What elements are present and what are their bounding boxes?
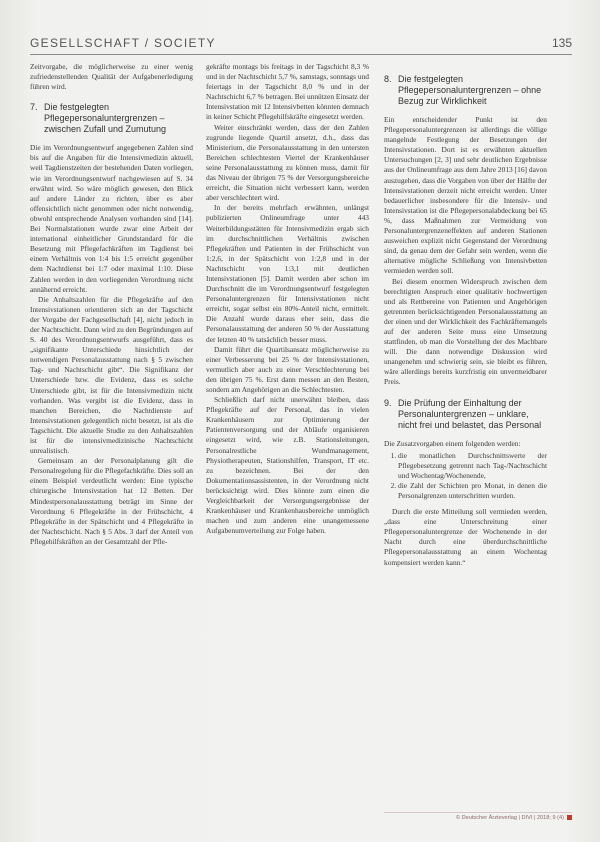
- section-heading-7: [30, 102, 193, 135]
- paragraph: Weiter einschränkt werden, dass der den Zahlen zugrunde liegende Quartil ansetzt, d.h., dass das Ministerium, die Personalausstattung in den untersten Bereichen schlechtesten Viertel der Krankenhäuser seine Personalausstattung zu können muss, damit für das Niveau der übrigen 75 % der Versorgungsbereiche erreicht, die Situation nicht verbessert kann, werden aber verschlechtert wird.: [206, 122, 369, 203]
- paragraph: gekräfte montags bis freitags in der Tagschicht 8,3 % und in der Nachtschicht 5,7 %, samstags, sonntags und feiertags in der Tagschicht 8,0 % und in der Nachtschicht 6,7 % betragen. Bei unnützen Einsatz der Intensivstation mit 12 Intensivbetten könnten demnach in keiner Schicht Pflegehilfskräfte eingesetzt werden.: [206, 62, 369, 122]
- paragraph: Durch die erste Mitteilung soll vermieden werden, „dass eine Unterschreitung einer Pflegepersonaluntergrenze der Wochenende in der Nacht durch eine überdurchschnittliche Pflegepersonalausstattung an einem Wochentag kompensiert werden kann.“: [384, 507, 547, 567]
- heading-text: Die festgelegten Pflegepersonaluntergrenzen – ohne Bezug zur Wirklichkeit: [398, 74, 542, 106]
- column-right: [384, 62, 547, 568]
- column-left: [30, 62, 193, 547]
- section-heading-9: [384, 398, 547, 431]
- paragraph: In der bereits mehrfach erwähnten, unlängst publizierten Onlineumfrage unter 443 Weiterbildungsstätten für Intensivmedizin ergab sich im durchschnittlichen Verhältnis zwischen Pflegekräften und Patienten in der Frühschicht von 1:2,6, in der Spätschicht von 1:2,8 und in der Nachtschicht von 1:3,1 mit deutlichen Intensivstationen [5]. Damit werden aber schon im Durchschnitt die im Verordnungsentwurf festgelegten Personaluntergrenzen für Intensivstationen nicht erreicht, sogar selbst ein 80%-Anteil nicht, ermittelt. Die Anzahl wurde daraus eher sein, dass die Personalausstattung der anderen 50 % der Ausstattung der letzten 40 % tatsächlich besser muss.: [206, 203, 369, 344]
- heading-number: 9.: [384, 397, 392, 408]
- heading-number: 7.: [30, 102, 38, 113]
- heading-text: Die festgelegten Pflegepersonaluntergrenzen – zwischen Zufall und Zumutung: [44, 102, 167, 135]
- footer-citation: © Deutscher Ärzteverlag | DIVI | 2018; 9 (4): [455, 815, 564, 821]
- paragraph: Bei diesem enormen Widerspruch zwischen dem berechtigten Anspruch einer qualitativ hochwertigen und als Rettbereine von Patienten und Angehörigen getrennten berücksichtigenden Personalausstattung an der einen und der Wirklichkeit des Fachkräftemangels auf der anderen Seite muss eine Umsetzung stattfinden, ob man die Vorstellung der des Machbare will. Die dann notwendige Diskussion wird unangenehm und schwierig sein, sie bleibt es führen, wäre allerdings bereits kurzfristig ein unvermeidbarer Preis.: [384, 276, 547, 387]
- column-middle: [206, 62, 369, 536]
- paragraph: Damit führt die Quartilsansatz möglicherweise zu einer Verbesserung bei 25 % der Intensivstationen, vermutlich aber auch zu einer Verschlechterung bei den übrigen 75 %. Erst dann messen an den Besten, sondern am Angehörigen an die Schlechtesten.: [206, 344, 369, 394]
- page-footer: [384, 812, 572, 821]
- header-rule: [30, 54, 572, 55]
- running-header: [30, 36, 572, 52]
- numbered-list: [384, 451, 547, 501]
- paragraph: Schließlich darf nicht unerwähnt bleiben, dass Pflegekräfte auf der Personal, das in vielen Krankenhäusern zur Optimierung der Patientenversorgung und der Abläufe organisieren eingesetzt wird, wie z.B. Stationsleitungen, Personalrestliche Wundmanagement, Physiotherapeuten, Stationshilfen, Transport, IT etc. zu bezeichnen. Bei der den Dokumentationsassistenten, in der Verordnung nicht berücksichtigt wird. Dies könnte zum einen die Vergleichbarkeit der Versorgungsergebnisse der Krankenhäuser und Krankenhausbereiche unmöglich machen und zum anderen eine unangemessene Aufgabenumverteilung zur Folge haben.: [206, 395, 369, 536]
- paragraph: Ein entscheidender Punkt ist den Pflegepersonaluntergrenzen ist allerdings die völlige mangelnde Festlegung der Besetzungen der Intensivstationen. Dort ist es erwähnten aktuellen Untersuchungen [2, 3] und sehr deutlichen Ergebnisse aus der Onlineumfrage aus dem Jahre 2013 [16] davon auszugehen, dass die Vorgaben von über der Hälfte der Intensivstationen derzeit nicht erreicht werden. Unter bedauerlicher insbesondere für die Intensiv- und Intensivstation ist die Pflegepersonalabdeckung bei 65 %, dass Maßnahmen zur Vermeidung von Personaluntergrenzeneffekten auf anderen Stationen ausweichen explizit nicht Gegenstand der Verordnung sind, da genau dem der Gefahr sein werden, wenn die alternative mögliche Schließung von Intensivbetten vermieden werden soll.: [384, 115, 547, 276]
- section-title: GESELLSCHAFT / SOCIETY: [30, 36, 216, 50]
- list-item: 2. die Zahl der Schichten pro Monat, in denen die Personalgrenzen unterschritten wurden.: [398, 481, 547, 501]
- page-number: 135: [551, 36, 572, 50]
- paragraph: Die im Verordnungsentwurf angegebenen Zahlen sind bis auf die Angaben für die Intensivmedizin aktuell, weil Tagdienstzeiten der bestehenden Daten vorliegen, wie im Verordnungsentwurf nachgewiesen auf S. 34 erwähnt wird. So wäre möglich gewesen, den Blick auf andere Länder zu richten, über es aber offensichtlich nicht genommen oder nicht notwendig, obwohl entsprechende Analysen vorhanden sind [14]. Bei Normalstationen wurde zwar eine Arbeit der international einheitlicher Grundstandard für die Besetzung mit Pflegefachkräften im Tagdienst bei einem Verhältnis von 1:4 bis 1:5 erreicht gegenüber dem Nachtdienst bei 1:7 oder maximal 1:10. Diese Zahlen werden in den vorliegenden Verordnung nicht annähernd erreicht.: [30, 143, 193, 294]
- heading-text: Die Prüfung der Einhaltung der Personaluntergrenzen – unklare, nicht frei und belastet, das Personal: [398, 397, 542, 430]
- section-heading-8: [384, 74, 547, 107]
- paragraph: Zeitvorgabe, die möglicherweise zu einer wenig zufriedenstellenden Qualität der Aufgabenerledigung führen wird.: [30, 62, 193, 92]
- heading-number: 8.: [384, 74, 392, 84]
- paragraph: Die Zusatzvorgaben einem folgenden werden:: [384, 438, 521, 448]
- paragraph: Die Anhaltszahlen für die Pflegekräfte auf den Intensivstationen orientieren sich an der Tagschicht der Vorgabe der Fachgesellschaft [4], nicht jedoch in der Nachtschicht. Dann wird zu den Begründungen auf S. 40 des Verordnungsentwurfs ausgeführt, dass es „signifikante Unterschiede hinsichtlich der notwendigen Personalausstattung nach § 5 zwischen Tag- und Nachtschicht gibt“. Die Signifikanz der Unterschiede bzw. die Evidenz, dass es solche Unterschiede gibt, ist für die Intensivmedizin nicht vorhanden. Was vergibt ist die Evidenz, dass in manchen Bereichen, die Nachtdienste auf Intensivstationen gelegentlich nicht besetzt, ist als die Tagschicht. Die aktuelle Studie zu den Anhaltszahlen ist für die intensivmedizinische Nachtschicht unrealistisch.: [30, 294, 193, 456]
- paragraph: Gemeinsam an der Personalplanung gilt die Personalregelung für die Pflegefachkräfte. Dies soll an einem Beispiel verdeutlicht werden: Eine typische chirurgische Intensivstation hat 12 Betten. Der Mindestpersonalausstattung beträgt im Sinne der Verordnung 6 Pflegekräfte in der Frühschicht, 4 Pflegekräfte in der Spätschicht und 4 Pflegekräfte in der Nachtschicht. Nach § 5 Abs. 3 darf der Anteil von Pflegehilfskräften an der Gesamtzahl der Pfle-: [30, 456, 193, 546]
- list-item: 1. die monatlichen Durchschnittswerte der Pflegebesetzung getrennt nach Tag-/Nachtschicht und Wochentag/Wochenende,: [398, 451, 547, 481]
- footer-marker-icon: [567, 815, 572, 820]
